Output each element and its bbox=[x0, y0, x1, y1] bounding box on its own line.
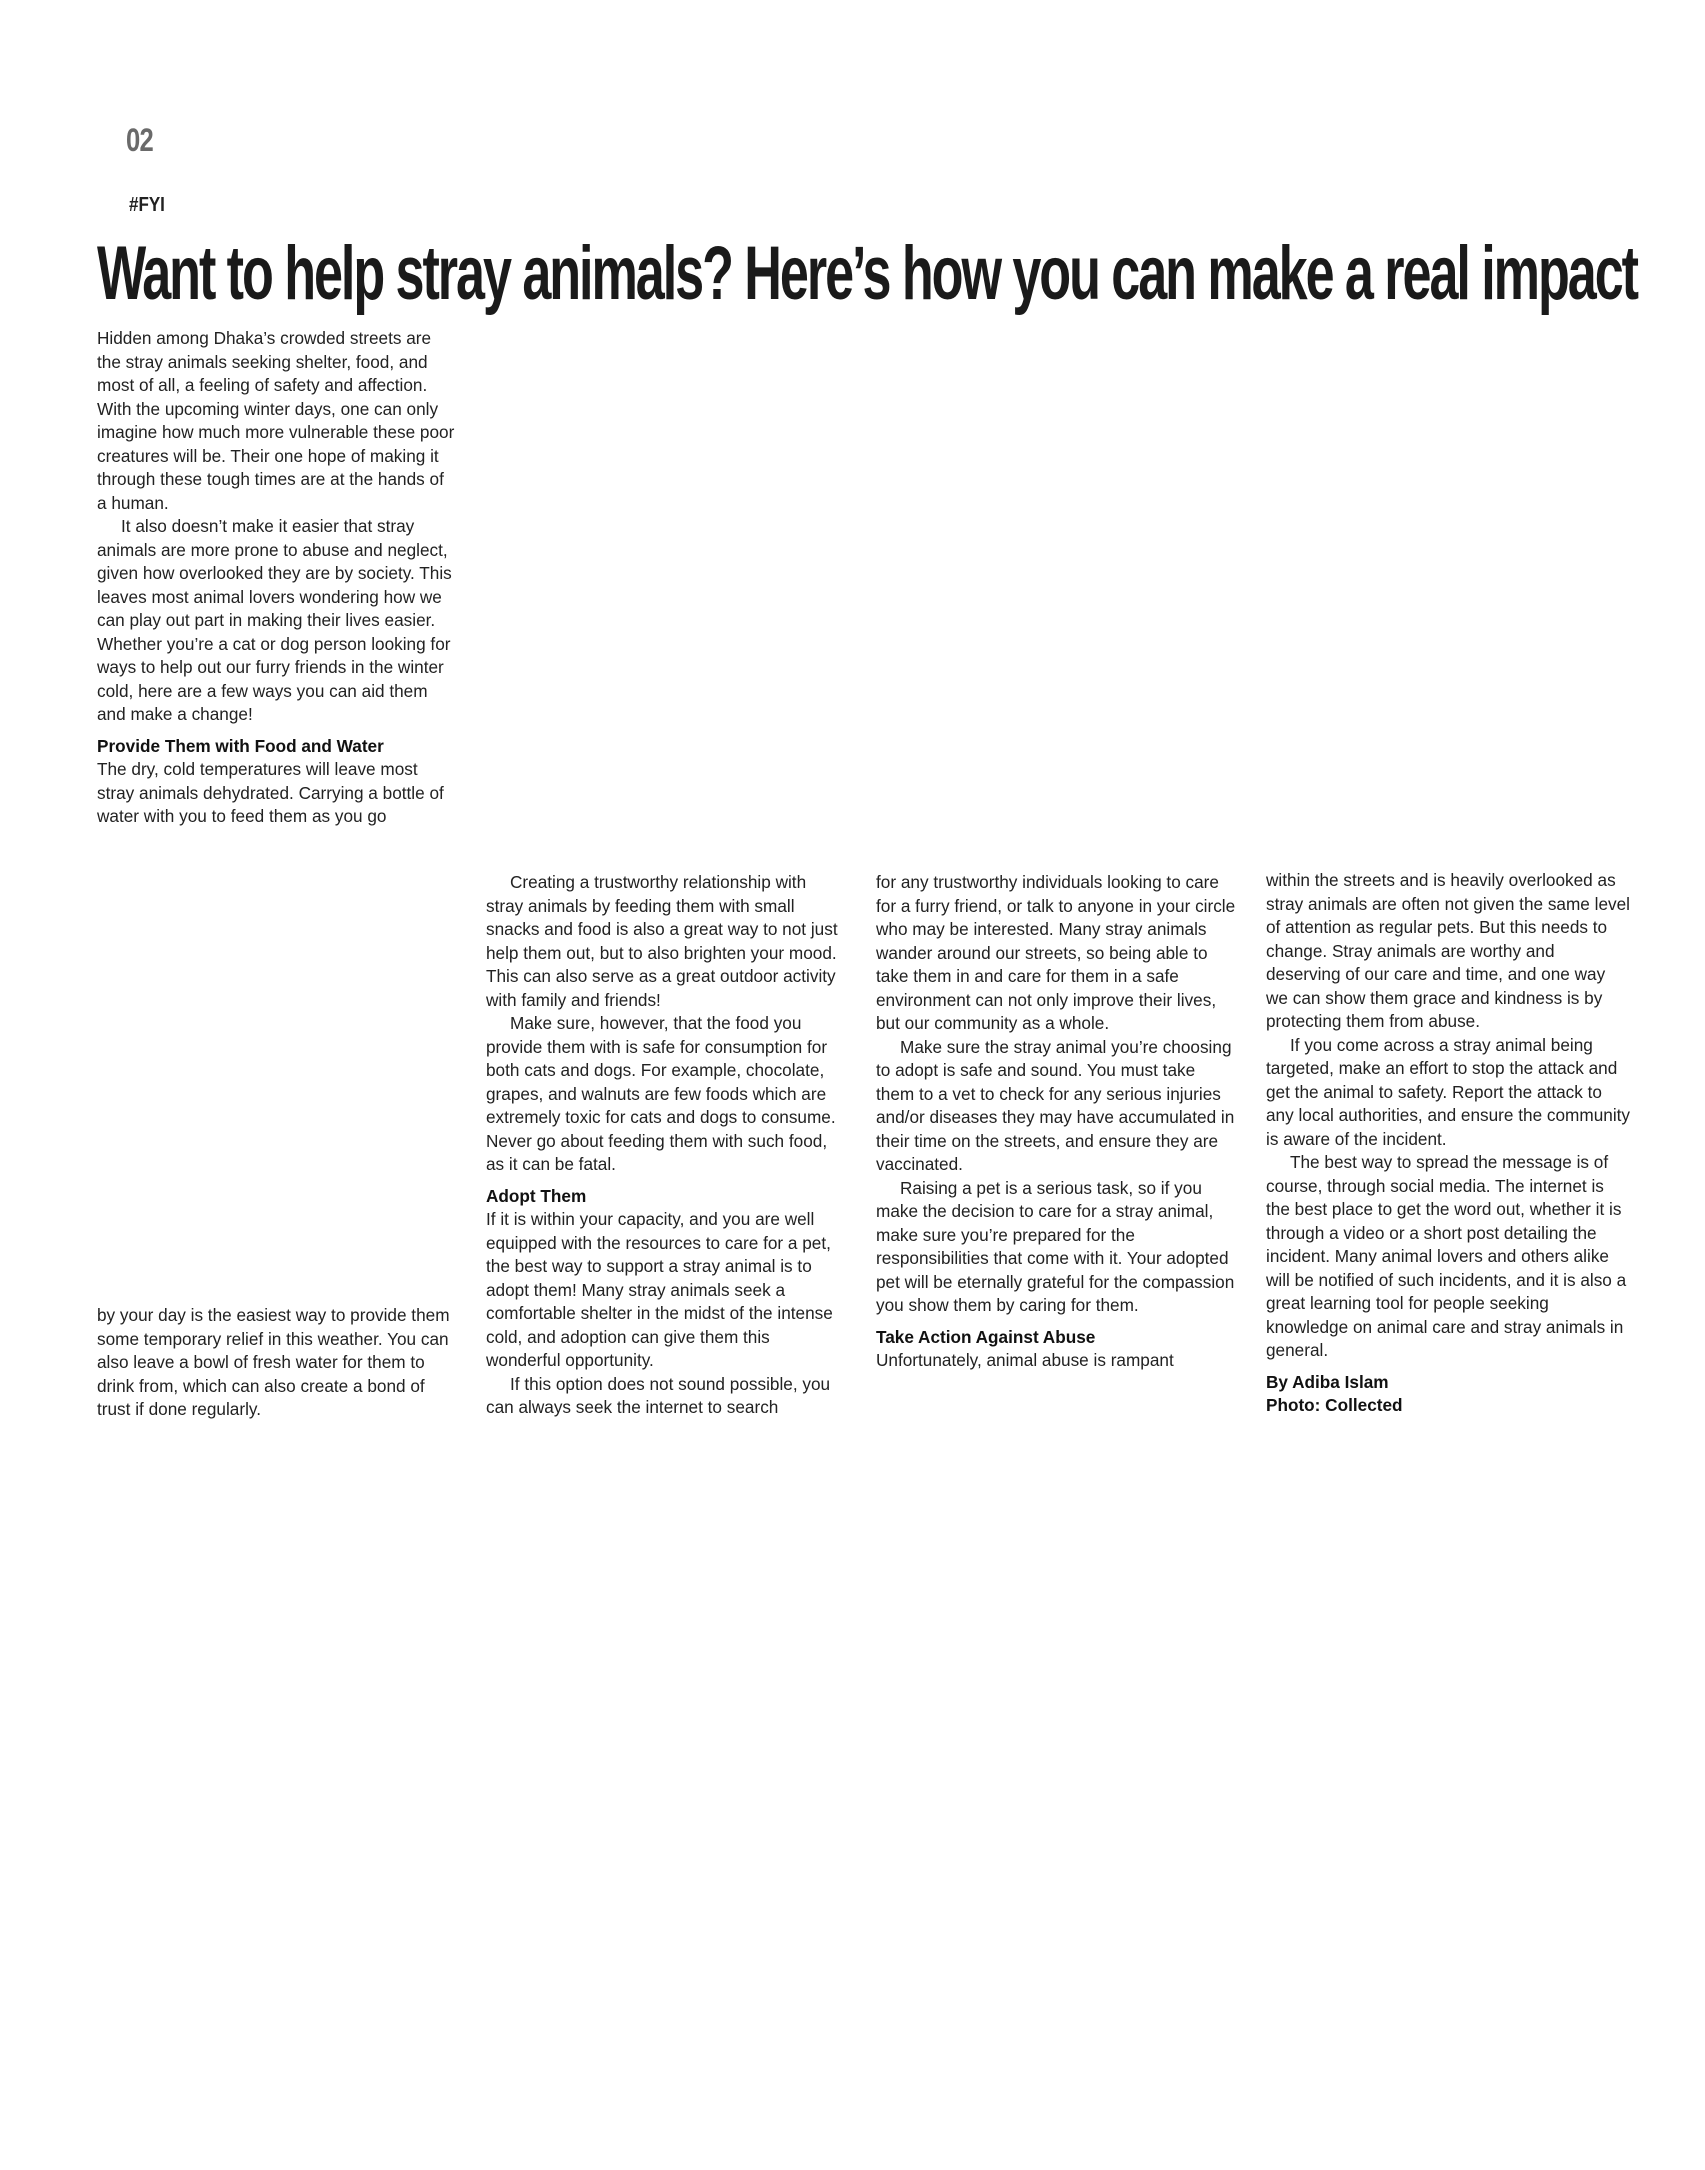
page-number: 02 bbox=[126, 122, 153, 158]
paragraph: If this option does not sound possible, you can always seek the internet to search bbox=[486, 1373, 831, 1417]
column-1-bottom bbox=[97, 1304, 457, 1422]
paragraph: If it is within your capacity, and you are well equipped with the resources to care for a pet, the best way to support a stray animal is to adopt them! Many stray animals seek a comfortable shelter in the midst of the intense cold, and adoption can give them this wonderful opportunity. bbox=[486, 1209, 833, 1370]
byline: By Adiba Islam bbox=[1266, 1371, 1389, 1392]
paragraph: Unfortunately, animal abuse is rampant bbox=[876, 1350, 1174, 1370]
section-tag: #FYI bbox=[129, 194, 165, 216]
paragraph: Raising a pet is a serious task, so if you make the decision to care for a stray animal, make sure you’re prepared for the responsibilities that come with it. Your adopted pet will be eternally grateful for the compassion you show them by caring for them. bbox=[876, 1177, 1235, 1315]
paragraph: The best way to spread the message is of course, through social media. The internet is the best place to get the word out, whether it is through a video or a short post detailing the incident. Many animal lovers and others alike will be notified of such incidents, and it is also a great learning tool for people seeking knowledge on animal care and stray animals in general. bbox=[1266, 1152, 1627, 1360]
subheading-abuse: Take Action Against Abuse bbox=[876, 1326, 1096, 1347]
column-4 bbox=[1266, 869, 1631, 1418]
paragraph: by your day is the easiest way to provide them some temporary relief in this weather. You can also leave a bowl of fresh water for them to drink from, which can also create a bond of trust if done regularly. bbox=[97, 1305, 450, 1419]
column-1-top bbox=[97, 327, 457, 829]
paragraph: for any trustworthy individuals looking to care for a furry friend, or talk to anyone in your circle who may be interested. Many stray animals wander around our streets, so being able to take them in and care for them in a safe environment can not only improve their lives, but our community as a whole. bbox=[876, 872, 1236, 1033]
subheading-adopt: Adopt Them bbox=[486, 1185, 587, 1206]
paragraph: Creating a trustworthy relationship with stray animals by feeding them with small snacks and food is also a great way to not just help them out, but to also brighten your mood. This can also serve as a great outdoor activity with family and friends! bbox=[486, 872, 838, 1010]
column-3 bbox=[876, 871, 1236, 1373]
paragraph: The dry, cold temperatures will leave most stray animals dehydrated. Carrying a bottle of water with you to feed them as you go bbox=[97, 759, 444, 826]
paragraph: within the streets and is heavily overlooked as stray animals are often not given the same level of attention as regular pets. But this needs to change. Stray animals are worthy and deserving of our care and time, and one way we can show them grace and kindness is by protecting them from abuse. bbox=[1266, 870, 1630, 1031]
paragraph: Hidden among Dhaka’s crowded streets are the stray animals seeking shelter, food, and most of all, a feeling of safety and affection. With the upcoming winter days, one can only imagine how much more vulnerable these poor creatures will be. Their one hope of making it through these tough times are at the hands of a human. bbox=[97, 328, 455, 513]
headline: Want to help stray animals? Here’s how you can make a real impact bbox=[97, 231, 1637, 316]
subheading-food-water: Provide Them with Food and Water bbox=[97, 735, 384, 756]
paragraph: Make sure, however, that the food you provide them with is safe for consumption for both cats and dogs. For example, chocolate, grapes, and walnuts are few foods which are extremely toxic for cats and dogs to consume. Never go about feeding them with such food, as it can be fatal. bbox=[486, 1013, 836, 1174]
paragraph: It also doesn’t make it easier that stray animals are more prone to abuse and neglect, given how overlooked they are by society. This leaves most animal lovers wondering how we can play out part in making their lives easier. Whether you’re a cat or dog person looking for ways to help out our furry friends in the winter cold, here are a few ways you can aid them and make a change! bbox=[97, 516, 452, 724]
paragraph: If you come across a stray animal being targeted, make an effort to stop the attack and get the animal to safety. Report the attack to any local authorities, and ensure the community is aware of the incident. bbox=[1266, 1034, 1631, 1149]
paragraph: Make sure the stray animal you’re choosing to adopt is safe and sound. You must take them to a vet to check for any serious injuries and/or diseases they may have accumulated in their time on the streets, and ensure they are vaccinated. bbox=[876, 1036, 1235, 1174]
column-2 bbox=[486, 871, 846, 1420]
photo-credit: Photo: Collected bbox=[1266, 1395, 1403, 1415]
